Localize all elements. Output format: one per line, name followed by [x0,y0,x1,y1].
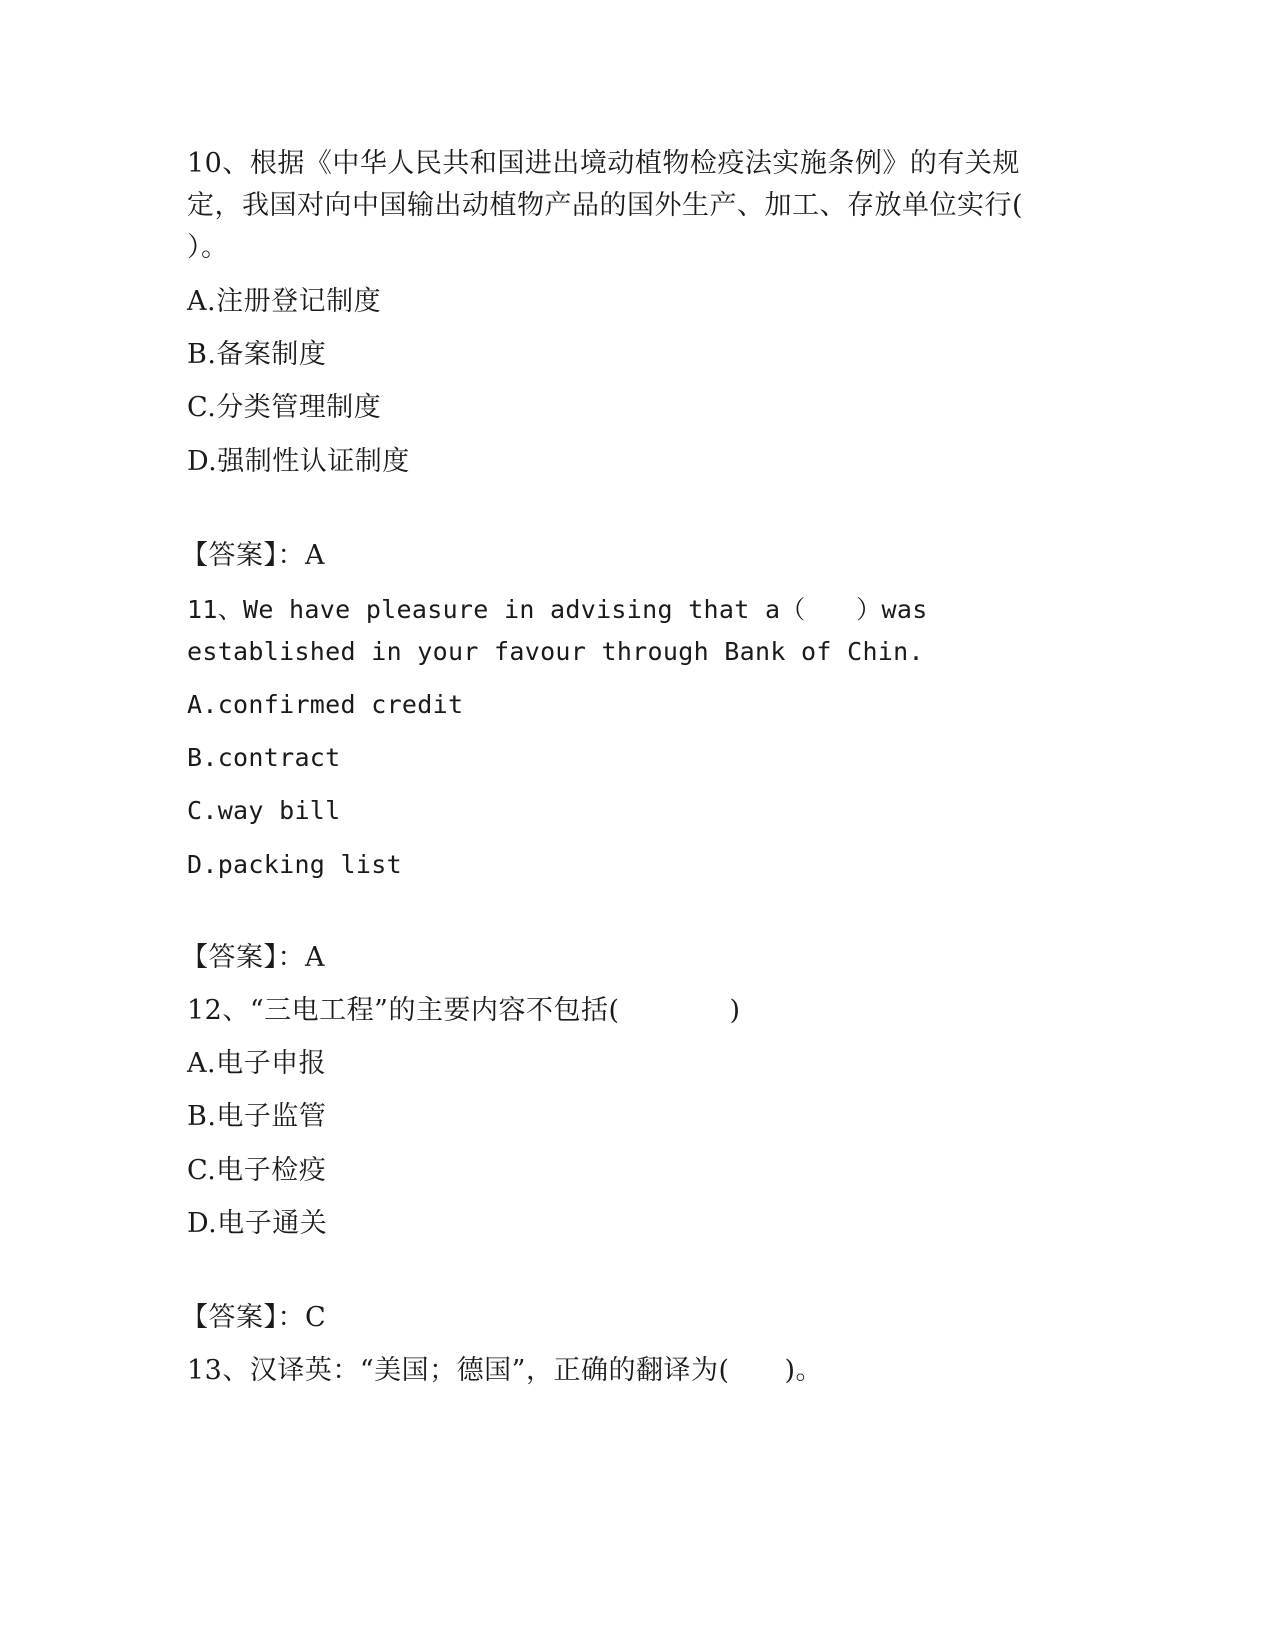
question-10-stem-line-2: 定，我国对向中国输出动植物产品的国外生产、加工、存放单位实行( [187,190,1024,221]
question-11-answer: 【答案】：A [181,942,325,973]
question-13-stem-line-1: 13、汉译英：“美国；德国”，正确的翻译为( )。 [187,1355,824,1386]
question-10-option-d: D.强制性认证制度 [187,446,410,477]
question-10-option-a: A.注册登记制度 [187,286,382,317]
question-12-option-c: C.电子检疫 [187,1155,327,1186]
question-10-answer: 【答案】：A [181,540,325,571]
question-10-option-c: C.分类管理制度 [187,392,382,423]
question-11-stem-line-2: established in your favour through Bank of Chin. [187,637,924,666]
question-11-option-c: C.way bill [187,796,341,825]
question-12-answer: 【答案】：C [181,1302,327,1333]
question-12-option-d: D.电子通关 [187,1208,328,1239]
question-11-option-b: B.contract [187,743,341,772]
question-10-option-b: B.备案制度 [187,339,327,370]
question-12-option-b: B.电子监管 [187,1101,327,1132]
question-12-stem-line-1: 12、“三电工程”的主要内容不包括( ) [187,995,741,1026]
question-10-stem-line-1: 10、根据《中华人民共和国进出境动植物检疫法实施条例》的有关规 [187,148,1020,179]
question-12-option-a: A.电子申报 [187,1048,327,1079]
question-10-stem-line-3: ）。 [187,232,229,263]
question-11-stem-line-1: 11、We have pleasure in advising that a（ ）was [187,595,928,624]
question-11-option-a: A.confirmed credit [187,690,464,719]
question-11-option-d: D.packing list [187,850,402,879]
